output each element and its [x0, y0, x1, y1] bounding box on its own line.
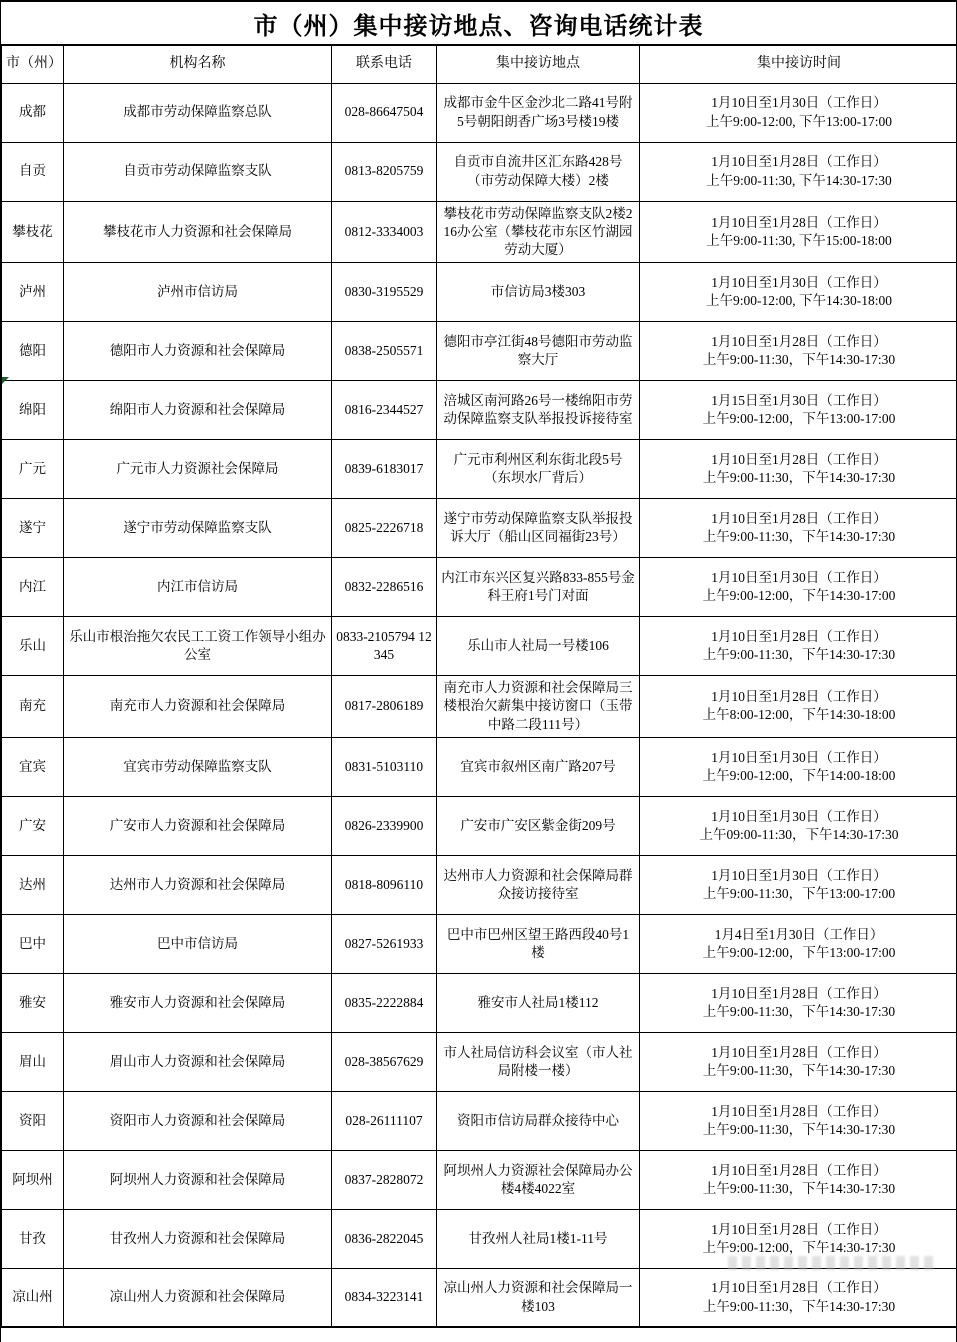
cell-org: 巴中市信访局: [64, 914, 332, 973]
table-row: [2, 1091, 957, 1150]
cell-time: [640, 1150, 957, 1209]
time-hours: 上午9:00-11:30，下午14:30-17:30: [702, 529, 896, 545]
table-row: [2, 1209, 957, 1268]
cell-time: [640, 1032, 957, 1091]
table-row: [2, 855, 957, 914]
cell-corner-marker: [2, 377, 9, 384]
cell-org: 乐山市根治拖欠农民工工资工作领导小组办公室: [64, 617, 332, 676]
cell-time: [640, 855, 957, 914]
cell-org: 雅安市人力资源和社会保障局: [64, 973, 332, 1032]
cell-time: [640, 201, 957, 263]
cell-phone: 0839-6183017: [332, 440, 437, 499]
table-row: [2, 83, 957, 142]
cell-address: 达州市人力资源和社会保障局群众接访接待室: [437, 855, 640, 914]
time-date-range: 1月10日至1月30日（工作日）: [711, 569, 887, 585]
time-hours: 上午8:00-12:00，下午14:30-18:00: [702, 707, 896, 723]
reception-table: [1, 44, 957, 1328]
time-date-range: 1月10日至1月28日（工作日）: [711, 1103, 887, 1119]
time-hours: 上午9:00-11:30，下午14:30-17:30: [702, 1180, 896, 1196]
table-row: [2, 381, 957, 440]
table-row: [2, 322, 957, 381]
table-row: [2, 973, 957, 1032]
table-row: [2, 142, 957, 201]
cell-address: 自贡市自流井区汇东路428号（市劳动保障大楼）2楼: [437, 142, 640, 201]
cell-address: 乐山市人社局一号楼106: [437, 617, 640, 676]
cell-address: 内江市东兴区复兴路833-855号金科王府1号门对面: [437, 558, 640, 617]
cell-phone: 0836-2822045: [332, 1209, 437, 1268]
time-hours: 上午9:00-11:30，下午14:30-17:30: [702, 352, 896, 368]
cell-city: 广安: [2, 796, 64, 855]
cell-time: [640, 737, 957, 796]
cell-time: [640, 1091, 957, 1150]
cell-org: 广安市人力资源和社会保障局: [64, 796, 332, 855]
time-hours: 上午9:00-11:30，下午14:30-17:30: [702, 1003, 896, 1019]
cell-city: 巴中: [2, 914, 64, 973]
page-title: 市（州）集中接访地点、咨询电话统计表: [1, 0, 956, 44]
time-date-range: 1月10日至1月28日（工作日）: [711, 689, 887, 705]
time-date-range: 1月10日至1月28日（工作日）: [711, 1044, 887, 1060]
cell-address: 甘孜州人社局1楼1-11号: [437, 1209, 640, 1268]
cell-city: 雅安: [2, 973, 64, 1032]
cell-phone: 0825-2226718: [332, 499, 437, 558]
cell-city: 眉山: [2, 1032, 64, 1091]
time-hours: 上午9:00-12:00，下午14:00-18:00: [702, 767, 896, 783]
time-date-range: 1月4日至1月30日（工作日）: [714, 926, 884, 942]
cell-city: 宜宾: [2, 737, 64, 796]
table-row: [2, 263, 957, 322]
cell-org: 资阳市人力资源和社会保障局: [64, 1091, 332, 1150]
cell-time: [640, 914, 957, 973]
cell-phone: 0816-2344527: [332, 381, 437, 440]
cell-address: 巴中市巴州区望王路西段40号1楼: [437, 914, 640, 973]
cell-address: 遂宁市劳动保障监察支队举报投诉大厅（船山区同福街23号）: [437, 499, 640, 558]
cell-phone: 0838-2505571: [332, 322, 437, 381]
cell-city: 攀枝花: [2, 201, 64, 263]
table-row: [2, 617, 957, 676]
cell-city: 资阳: [2, 1091, 64, 1150]
table-row: [2, 1150, 957, 1209]
cell-city: 遂宁: [2, 499, 64, 558]
cell-org: 凉山州人力资源和社会保障局: [64, 1268, 332, 1327]
cell-city: 甘孜: [2, 1209, 64, 1268]
cell-address: 宜宾市叙州区南广路207号: [437, 737, 640, 796]
cell-org: 眉山市人力资源和社会保障局: [64, 1032, 332, 1091]
table-row: [2, 737, 957, 796]
cell-time: [640, 676, 957, 738]
cell-city: 广元: [2, 440, 64, 499]
cell-time: [640, 499, 957, 558]
time-hours: 上午9:00-12:00，下午13:00-17:00: [702, 944, 896, 960]
cell-address: 阿坝州人力资源社会保障局办公楼4楼4022室: [437, 1150, 640, 1209]
cell-city: 泸州: [2, 263, 64, 322]
cell-phone: 0835-2222884: [332, 973, 437, 1032]
time-date-range: 1月10日至1月30日（工作日）: [711, 274, 887, 290]
time-date-range: 1月10日至1月28日（工作日）: [711, 985, 887, 1001]
time-hours: 上午9:00-12:00，下午14:30-17:30: [702, 1239, 896, 1255]
cell-address: 市人社局信访科会议室（市人社局附楼一楼）: [437, 1032, 640, 1091]
cell-time: [640, 381, 957, 440]
cell-address: 成都市金牛区金沙北二路41号附5号朝阳朗香广场3号楼19楼: [437, 83, 640, 142]
cell-time: [640, 322, 957, 381]
cell-city: 达州: [2, 855, 64, 914]
time-date-range: 1月10日至1月28日（工作日）: [711, 214, 887, 230]
cell-org: 遂宁市劳动保障监察支队: [64, 499, 332, 558]
cell-time: [640, 558, 957, 617]
cell-address: 德阳市亭江街48号德阳市劳动监察大厅: [437, 322, 640, 381]
cell-address: 广安市广安区紫金街209号: [437, 796, 640, 855]
table-body: [2, 83, 957, 1327]
cell-address: 广元市利州区利东街北段5号（东坝水厂背后）: [437, 440, 640, 499]
cell-city: 南充: [2, 676, 64, 738]
time-hours: 上午9:00-11:30，下午14:30-17:30: [702, 470, 896, 486]
col-header-address: 集中接访地点: [437, 45, 640, 83]
cell-org: 南充市人力资源和社会保障局: [64, 676, 332, 738]
cell-org: 成都市劳动保障监察总队: [64, 83, 332, 142]
cell-org: 自贡市劳动保障监察支队: [64, 142, 332, 201]
time-date-range: 1月10日至1月28日（工作日）: [711, 628, 887, 644]
col-header-time: 集中接访时间: [640, 45, 957, 83]
cell-address: 凉山州人力资源和社会保障局一楼103: [437, 1268, 640, 1327]
cell-phone: 028-86647504: [332, 83, 437, 142]
time-date-range: 1月10日至1月30日（工作日）: [711, 867, 887, 883]
cell-city: 阿坝州: [2, 1150, 64, 1209]
cell-phone: 0833-2105794 12345: [332, 617, 437, 676]
time-date-range: 1月10日至1月28日（工作日）: [711, 154, 887, 170]
cell-phone: 0813-8205759: [332, 142, 437, 201]
col-header-city: 市（州）: [2, 45, 64, 83]
cell-time: [640, 263, 957, 322]
cell-phone: 0812-3334003: [332, 201, 437, 263]
table-row: [2, 1268, 957, 1327]
time-date-range: 1月15日至1月30日（工作日）: [711, 392, 887, 408]
time-hours: 上午9:00-11:30，下午13:00-17:00: [702, 885, 896, 901]
cell-time: [640, 440, 957, 499]
cell-phone: 0826-2339900: [332, 796, 437, 855]
time-hours: 上午9:00-12:00，下午13:00-17:00: [702, 411, 896, 427]
cell-city: 绵阳: [2, 381, 64, 440]
time-date-range: 1月10日至1月28日（工作日）: [711, 510, 887, 526]
time-hours: 上午9:00-11:30, 下午15:00-18:00: [706, 232, 892, 248]
time-date-range: 1月10日至1月30日（工作日）: [711, 749, 887, 765]
time-hours: 上午9:00-11:30，下午14:30-17:30: [702, 1298, 896, 1314]
cell-phone: 0827-5261933: [332, 914, 437, 973]
cell-time: [640, 973, 957, 1032]
cell-phone: 0830-3195529: [332, 263, 437, 322]
cell-phone: 0834-3223141: [332, 1268, 437, 1327]
time-date-range: 1月10日至1月30日（工作日）: [711, 808, 887, 824]
cell-org: 达州市人力资源和社会保障局: [64, 855, 332, 914]
table-row: [2, 499, 957, 558]
cell-city: 内江: [2, 558, 64, 617]
time-hours: 上午9:00-11:30，下午14:30-17:30: [702, 1121, 896, 1137]
col-header-org: 机构名称: [64, 45, 332, 83]
time-date-range: 1月10日至1月28日（工作日）: [711, 1221, 887, 1237]
cell-address: 攀枝花市劳动保障监察支队2楼216办公室（攀枝花市东区竹湖园劳动大厦）: [437, 201, 640, 263]
cell-org: 甘孜州人力资源和社会保障局: [64, 1209, 332, 1268]
time-date-range: 1月10日至1月28日（工作日）: [711, 333, 887, 349]
cell-city: 成都: [2, 83, 64, 142]
header-row: [2, 45, 957, 83]
table-row: [2, 914, 957, 973]
cell-time: [640, 142, 957, 201]
time-hours: 上午9:00-11:30，下午14:30-17:30: [702, 1062, 896, 1078]
table-row: [2, 676, 957, 738]
time-hours: 上午9:00-12:00, 下午13:00-17:00: [706, 113, 892, 129]
cell-address: 市信访局3楼303: [437, 263, 640, 322]
col-header-phone: 联系电话: [332, 45, 437, 83]
cell-org: 宜宾市劳动保障监察支队: [64, 737, 332, 796]
time-date-range: 1月10日至1月28日（工作日）: [711, 1280, 887, 1296]
cell-time: [640, 1209, 957, 1268]
time-date-range: 1月10日至1月30日（工作日）: [711, 95, 887, 111]
cell-org: 绵阳市人力资源和社会保障局: [64, 381, 332, 440]
time-hours: 上午9:00-11:30，下午14:30-17:30: [702, 647, 896, 663]
cell-org: 攀枝花市人力资源和社会保障局: [64, 201, 332, 263]
cell-phone: 0818-8096110: [332, 855, 437, 914]
cell-org: 内江市信访局: [64, 558, 332, 617]
cell-time: [640, 83, 957, 142]
cell-phone: 0832-2286516: [332, 558, 437, 617]
time-hours: 上午09:00-11:30，下午14:30-17:30: [699, 826, 899, 842]
cell-org: 广元市人力资源社会保障局: [64, 440, 332, 499]
cell-time: [640, 796, 957, 855]
cell-time: [640, 1268, 957, 1327]
cell-phone: 0837-2828072: [332, 1150, 437, 1209]
cell-phone: 028-26111107: [332, 1091, 437, 1150]
cell-address: 南充市人力资源和社会保障局三楼根治欠薪集中接访窗口（玉带中路二段111号）: [437, 676, 640, 738]
table-row: [2, 796, 957, 855]
cell-phone: 0831-5103110: [332, 737, 437, 796]
table-row: [2, 558, 957, 617]
cell-address: 涪城区南河路26号一楼绵阳市劳动保障监察支队举报投诉接待室: [437, 381, 640, 440]
table-row: [2, 440, 957, 499]
cell-city: 自贡: [2, 142, 64, 201]
cell-org: 德阳市人力资源和社会保障局: [64, 322, 332, 381]
cell-phone: 0817-2806189: [332, 676, 437, 738]
time-date-range: 1月10日至1月28日（工作日）: [711, 1162, 887, 1178]
time-hours: 上午9:00-12:00, 下午14:30-18:00: [706, 293, 892, 309]
time-date-range: 1月10日至1月28日（工作日）: [711, 451, 887, 467]
time-hours: 上午9:00-12:00，下午14:30-17:00: [702, 588, 896, 604]
cell-org: 泸州市信访局: [64, 263, 332, 322]
cell-city: 凉山州: [2, 1268, 64, 1327]
cell-city: 乐山: [2, 617, 64, 676]
cell-address: 雅安市人社局1楼112: [437, 973, 640, 1032]
cell-phone: 028-38567629: [332, 1032, 437, 1091]
table-row: [2, 1032, 957, 1091]
cell-time: [640, 617, 957, 676]
cell-org: 阿坝州人力资源和社会保障局: [64, 1150, 332, 1209]
table-row: [2, 201, 957, 263]
cell-city: 德阳: [2, 322, 64, 381]
cell-address: 资阳市信访局群众接待中心: [437, 1091, 640, 1150]
time-hours: 上午9:00-11:30, 下午14:30-17:30: [706, 172, 892, 188]
